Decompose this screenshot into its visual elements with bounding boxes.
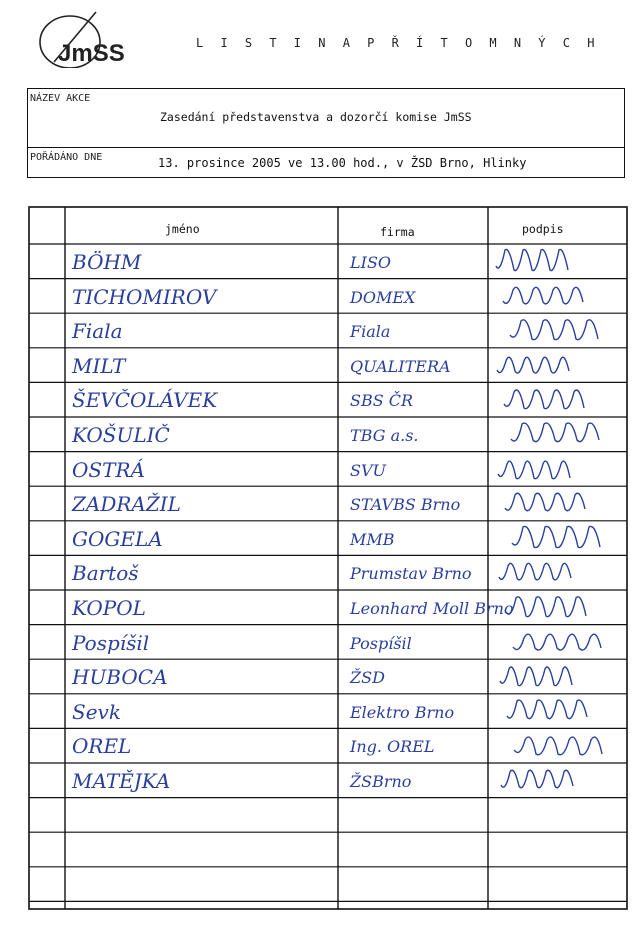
event-name-value: Zasedání představenstva a dozorčí komise JmSS bbox=[160, 110, 472, 124]
attendee-company: DOMEX bbox=[350, 287, 416, 307]
attendee-name: Fiala bbox=[72, 319, 123, 344]
attendee-company: QUALITERA bbox=[350, 356, 451, 376]
document-title: L I S T I N A P Ř Í T O M N Ý C H bbox=[196, 36, 600, 50]
attendee-company: TBG a.s. bbox=[350, 426, 419, 445]
attendee-name: ZADRAŽIL bbox=[72, 492, 181, 517]
column-header-signature: podpis bbox=[522, 222, 564, 236]
signature-scribble bbox=[492, 625, 622, 659]
signature-scribble bbox=[492, 486, 622, 520]
signature-scribble bbox=[492, 763, 622, 797]
attendee-name: Bartoš bbox=[72, 561, 139, 586]
attendee-name: Pospíšil bbox=[72, 630, 150, 655]
attendee-name: MATĚJKA bbox=[72, 769, 171, 793]
signature-scribble bbox=[492, 521, 622, 555]
attendee-name: OSTRÁ bbox=[72, 457, 145, 482]
column-header-name: jméno bbox=[165, 222, 200, 236]
attendee-company: ŽSD bbox=[350, 668, 385, 688]
attendee-name: BÖHM bbox=[72, 250, 142, 274]
logo-text: JmSS bbox=[58, 40, 125, 67]
signature-scribble bbox=[492, 313, 622, 347]
signature-scribble bbox=[492, 279, 622, 313]
attendee-company: Ing. OREL bbox=[350, 737, 435, 757]
column-header-company: firma bbox=[380, 225, 415, 239]
attendee-name: Sevk bbox=[72, 699, 121, 724]
attendee-company: Prumstav Brno bbox=[350, 564, 472, 584]
signature-scribble bbox=[492, 244, 622, 278]
attendee-company: SVU bbox=[350, 460, 386, 480]
held-on-value: 13. prosince 2005 ve 13.00 hod., v ŽSD Brno, Hlinky bbox=[158, 156, 527, 170]
attendee-company: LISO bbox=[350, 253, 392, 272]
signature-scribble bbox=[492, 694, 622, 728]
signature-scribble bbox=[492, 555, 622, 589]
signature-scribble bbox=[492, 417, 622, 451]
attendee-name: KOPOL bbox=[72, 596, 146, 620]
attendee-company: Pospíšil bbox=[350, 633, 412, 653]
attendee-name: OREL bbox=[72, 734, 132, 759]
attendee-company: SBS ČR bbox=[350, 391, 414, 411]
label-event-name: NÁZEV AKCE bbox=[30, 93, 91, 104]
attendee-name: ŠEVČOLÁVEK bbox=[72, 388, 218, 413]
signature-scribble bbox=[492, 590, 622, 624]
attendee-company: Fiala bbox=[350, 322, 391, 342]
signature-scribble bbox=[492, 382, 622, 416]
attendee-company: Leonhard Moll Brno bbox=[350, 599, 514, 618]
label-held-on: POŘÁDÁNO DNE bbox=[30, 152, 103, 163]
attendee-company: ŽSBrno bbox=[350, 772, 412, 791]
signature-scribble bbox=[492, 728, 622, 762]
attendee-name: HUBOCA bbox=[72, 665, 168, 690]
attendee-name: MILT bbox=[72, 353, 126, 378]
attendee-company: STAVBS Brno bbox=[350, 495, 461, 515]
header-divider bbox=[27, 147, 625, 148]
attendee-name: KOŠULIČ bbox=[72, 423, 170, 447]
signature-scribble bbox=[492, 452, 622, 486]
signature-scribble bbox=[492, 659, 622, 693]
attendee-company: Elektro Brno bbox=[350, 702, 455, 722]
attendee-name: GOGELA bbox=[72, 526, 163, 551]
signature-scribble bbox=[492, 348, 622, 382]
attendee-name: TICHOMIROV bbox=[72, 284, 217, 309]
jmss-logo bbox=[36, 8, 152, 68]
attendee-company: MMB bbox=[350, 529, 395, 549]
